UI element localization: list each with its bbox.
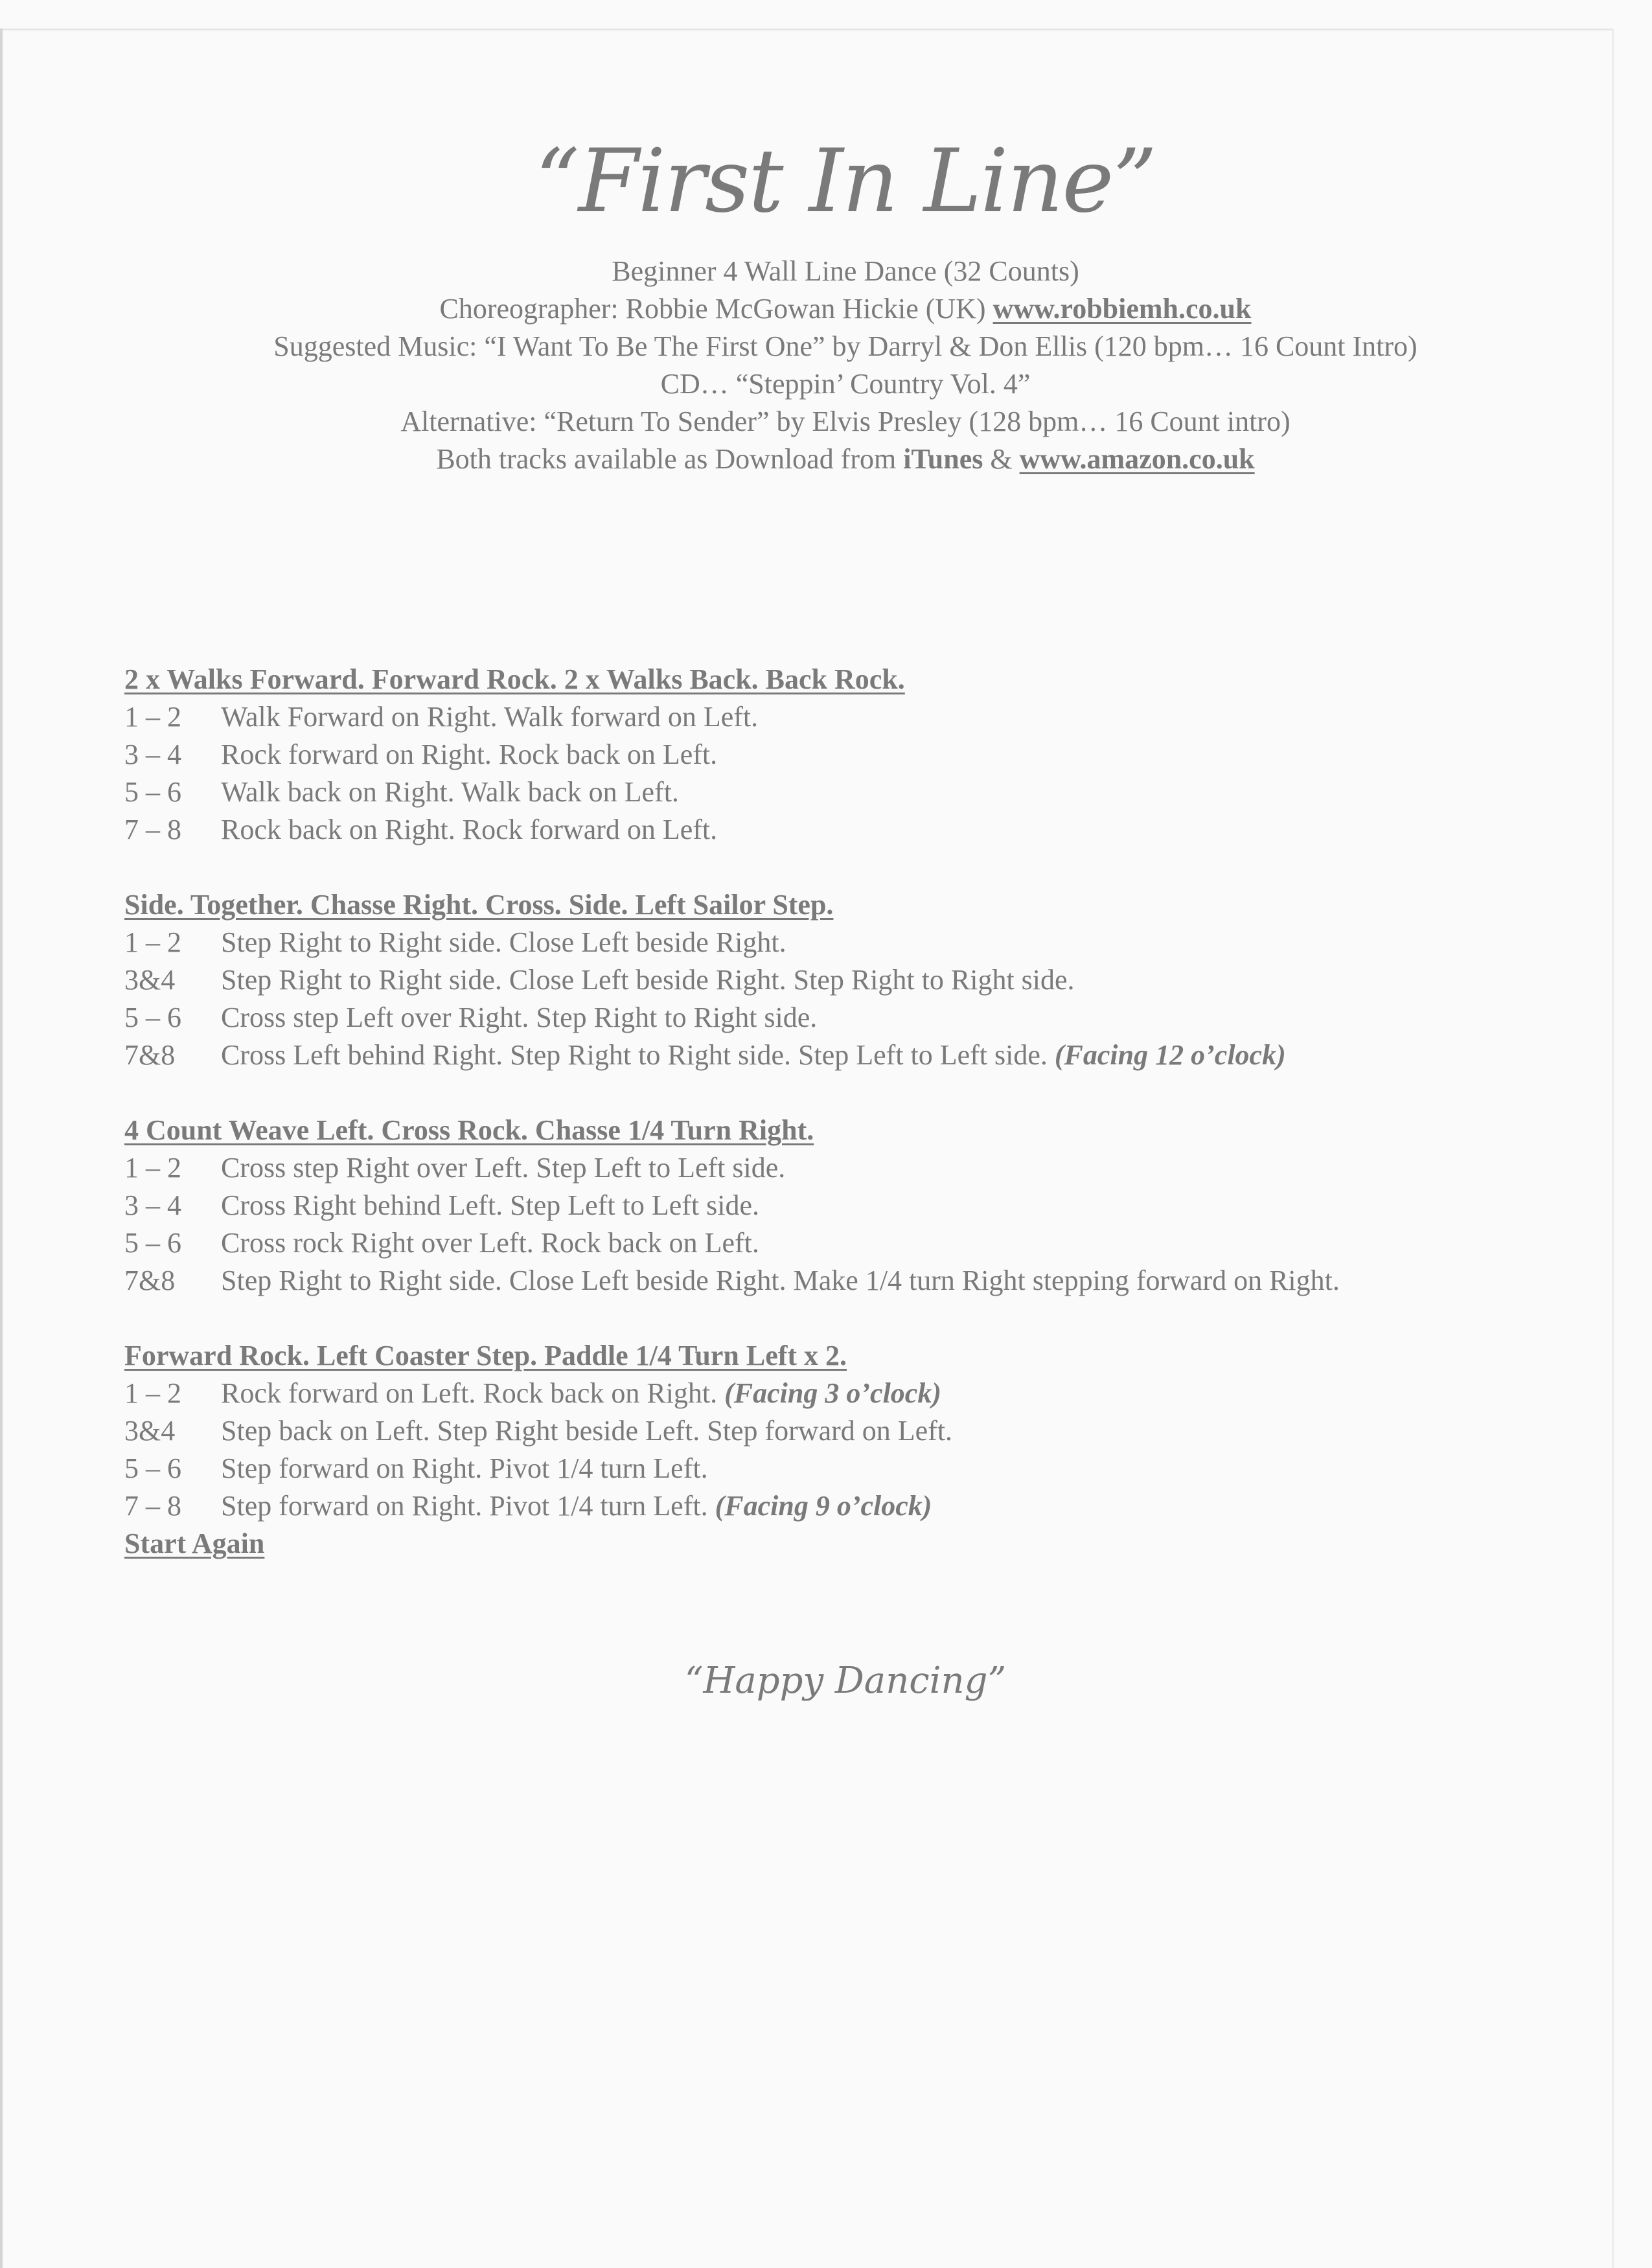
- step-sheet: [124, 661, 1614, 1563]
- step-row: [124, 736, 1614, 773]
- step-description: [221, 924, 1614, 961]
- step-description: [221, 1450, 1614, 1487]
- suggested-music-line: Suggested Music: “I Want To Be The First One” by Darryl & Don Ellis (120 bpm… 16 Count Intro): [273, 330, 1417, 362]
- amazon-link[interactable]: www.amazon.co.uk: [1019, 443, 1255, 475]
- step-description: [221, 1149, 1614, 1187]
- step-text: Step forward on Right. Pivot 1/4 turn Left.: [221, 1490, 715, 1522]
- section-title: Side. Together. Chasse Right. Cross. Side. Left Sailor Step.: [124, 889, 834, 921]
- step-description: [221, 999, 1614, 1037]
- step-description: [221, 1375, 1614, 1412]
- level-line: Beginner 4 Wall Line Dance (32 Counts): [612, 255, 1079, 287]
- step-count: 7&8: [124, 1039, 176, 1071]
- step-description: [221, 1262, 1614, 1300]
- step-count: 3 – 4: [124, 1189, 181, 1221]
- section-title: Forward Rock. Left Coaster Step. Paddle 1/4 Turn Left x 2.: [124, 1340, 847, 1371]
- section-title: 2 x Walks Forward. Forward Rock. 2 x Walks Back. Back Rock.: [124, 663, 905, 695]
- step-row: [124, 1412, 1614, 1450]
- step-description: [221, 698, 1614, 736]
- choreographer-website-link[interactable]: www.robbiemh.co.uk: [992, 293, 1252, 325]
- scan-edge-top: [0, 29, 1613, 30]
- ampersand: &: [983, 443, 1020, 475]
- step-row: [124, 1037, 1614, 1074]
- section-1: [124, 661, 1614, 849]
- step-count: 1 – 2: [124, 1377, 181, 1409]
- section-title: 4 Count Weave Left. Cross Rock. Chasse 1/4 Turn Right.: [124, 1114, 814, 1146]
- step-count: 3&4: [124, 1415, 176, 1447]
- step-count: 5 – 6: [124, 1227, 181, 1259]
- step-text: Cross step Left over Right. Step Right to Right side.: [221, 1002, 818, 1033]
- section-3: [124, 1112, 1614, 1300]
- step-text: Step Right to Right side. Close Left beside Right. Step Right to Right side.: [221, 964, 1075, 996]
- step-description: [221, 961, 1614, 999]
- alternative-music-line: Alternative: “Return To Sender” by Elvis Presley (128 bpm… 16 Count intro): [400, 406, 1291, 437]
- step-count: 5 – 6: [124, 776, 181, 808]
- section-2: [124, 886, 1614, 1074]
- step-row: [124, 1375, 1614, 1412]
- step-row: [124, 1149, 1614, 1187]
- step-description: [221, 1037, 1614, 1074]
- facing-note: (Facing 12 o’clock): [1054, 1039, 1286, 1071]
- step-count: 1 – 2: [124, 926, 181, 958]
- facing-note: (Facing 3 o’clock): [724, 1377, 941, 1409]
- itunes-label: iTunes: [903, 443, 983, 475]
- step-count: 7 – 8: [124, 814, 181, 845]
- step-row: [124, 811, 1614, 849]
- choreographer-line: [0, 290, 1652, 328]
- step-row: [124, 924, 1614, 961]
- choreographer-text: Choreographer: Robbie McGowan Hickie (UK): [439, 293, 993, 325]
- step-text: Rock forward on Right. Rock back on Left.: [221, 739, 718, 770]
- step-text: Walk Forward on Right. Walk forward on Left.: [221, 701, 759, 733]
- step-count: 1 – 2: [124, 701, 181, 733]
- step-text: Step forward on Right. Pivot 1/4 turn Left.: [221, 1452, 708, 1484]
- step-description: [221, 1224, 1614, 1262]
- step-row: [124, 698, 1614, 736]
- step-text: Cross rock Right over Left. Rock back on Left.: [221, 1227, 759, 1259]
- section-4: [124, 1337, 1614, 1563]
- step-count: 7&8: [124, 1265, 176, 1296]
- step-count: 7 – 8: [124, 1490, 181, 1522]
- step-count: 3&4: [124, 964, 176, 996]
- step-text: Step Right to Right side. Close Left beside Right. Make 1/4 turn Right stepping forward on Right.: [221, 1265, 1340, 1296]
- step-description: [221, 736, 1614, 773]
- step-row: [124, 1187, 1614, 1224]
- step-text: Cross Left behind Right. Step Right to Right side. Step Left to Left side.: [221, 1039, 1055, 1071]
- step-row: [124, 1487, 1614, 1525]
- step-description: [221, 1187, 1614, 1224]
- step-row: [124, 1262, 1614, 1300]
- step-row: [124, 1450, 1614, 1487]
- step-text: Cross Right behind Left. Step Left to Left side.: [221, 1189, 759, 1221]
- step-row: [124, 1224, 1614, 1262]
- step-text: Rock back on Right. Rock forward on Left.: [221, 814, 718, 845]
- start-again-label: Start Again: [124, 1528, 265, 1559]
- step-description: [221, 1487, 1614, 1525]
- step-text: Cross step Right over Left. Step Left to Left side.: [221, 1152, 786, 1184]
- step-text: Walk back on Right. Walk back on Left.: [221, 776, 679, 808]
- step-description: [221, 1412, 1614, 1450]
- step-row: [124, 961, 1614, 999]
- step-count: 1 – 2: [124, 1152, 181, 1184]
- closing-message: “Happy Dancing”: [684, 1660, 1007, 1702]
- step-text: Step Right to Right side. Close Left beside Right.: [221, 926, 786, 958]
- step-description: [221, 773, 1614, 811]
- step-row: [124, 773, 1614, 811]
- page-title: “First In Line”: [534, 130, 1156, 232]
- step-row: [124, 999, 1614, 1037]
- step-text: Step back on Left. Step Right beside Left. Step forward on Left.: [221, 1415, 953, 1447]
- step-text: Rock forward on Left. Rock back on Right.: [221, 1377, 725, 1409]
- step-count: 5 – 6: [124, 1452, 181, 1484]
- download-line: [0, 441, 1652, 478]
- download-text: Both tracks available as Download from: [436, 443, 904, 475]
- facing-note: (Facing 9 o’clock): [715, 1490, 932, 1522]
- dance-info-header: [0, 253, 1652, 478]
- step-description: [221, 811, 1614, 849]
- step-count: 3 – 4: [124, 739, 181, 770]
- step-count: 5 – 6: [124, 1002, 181, 1033]
- cd-line: CD… “Steppin’ Country Vol. 4”: [660, 368, 1031, 400]
